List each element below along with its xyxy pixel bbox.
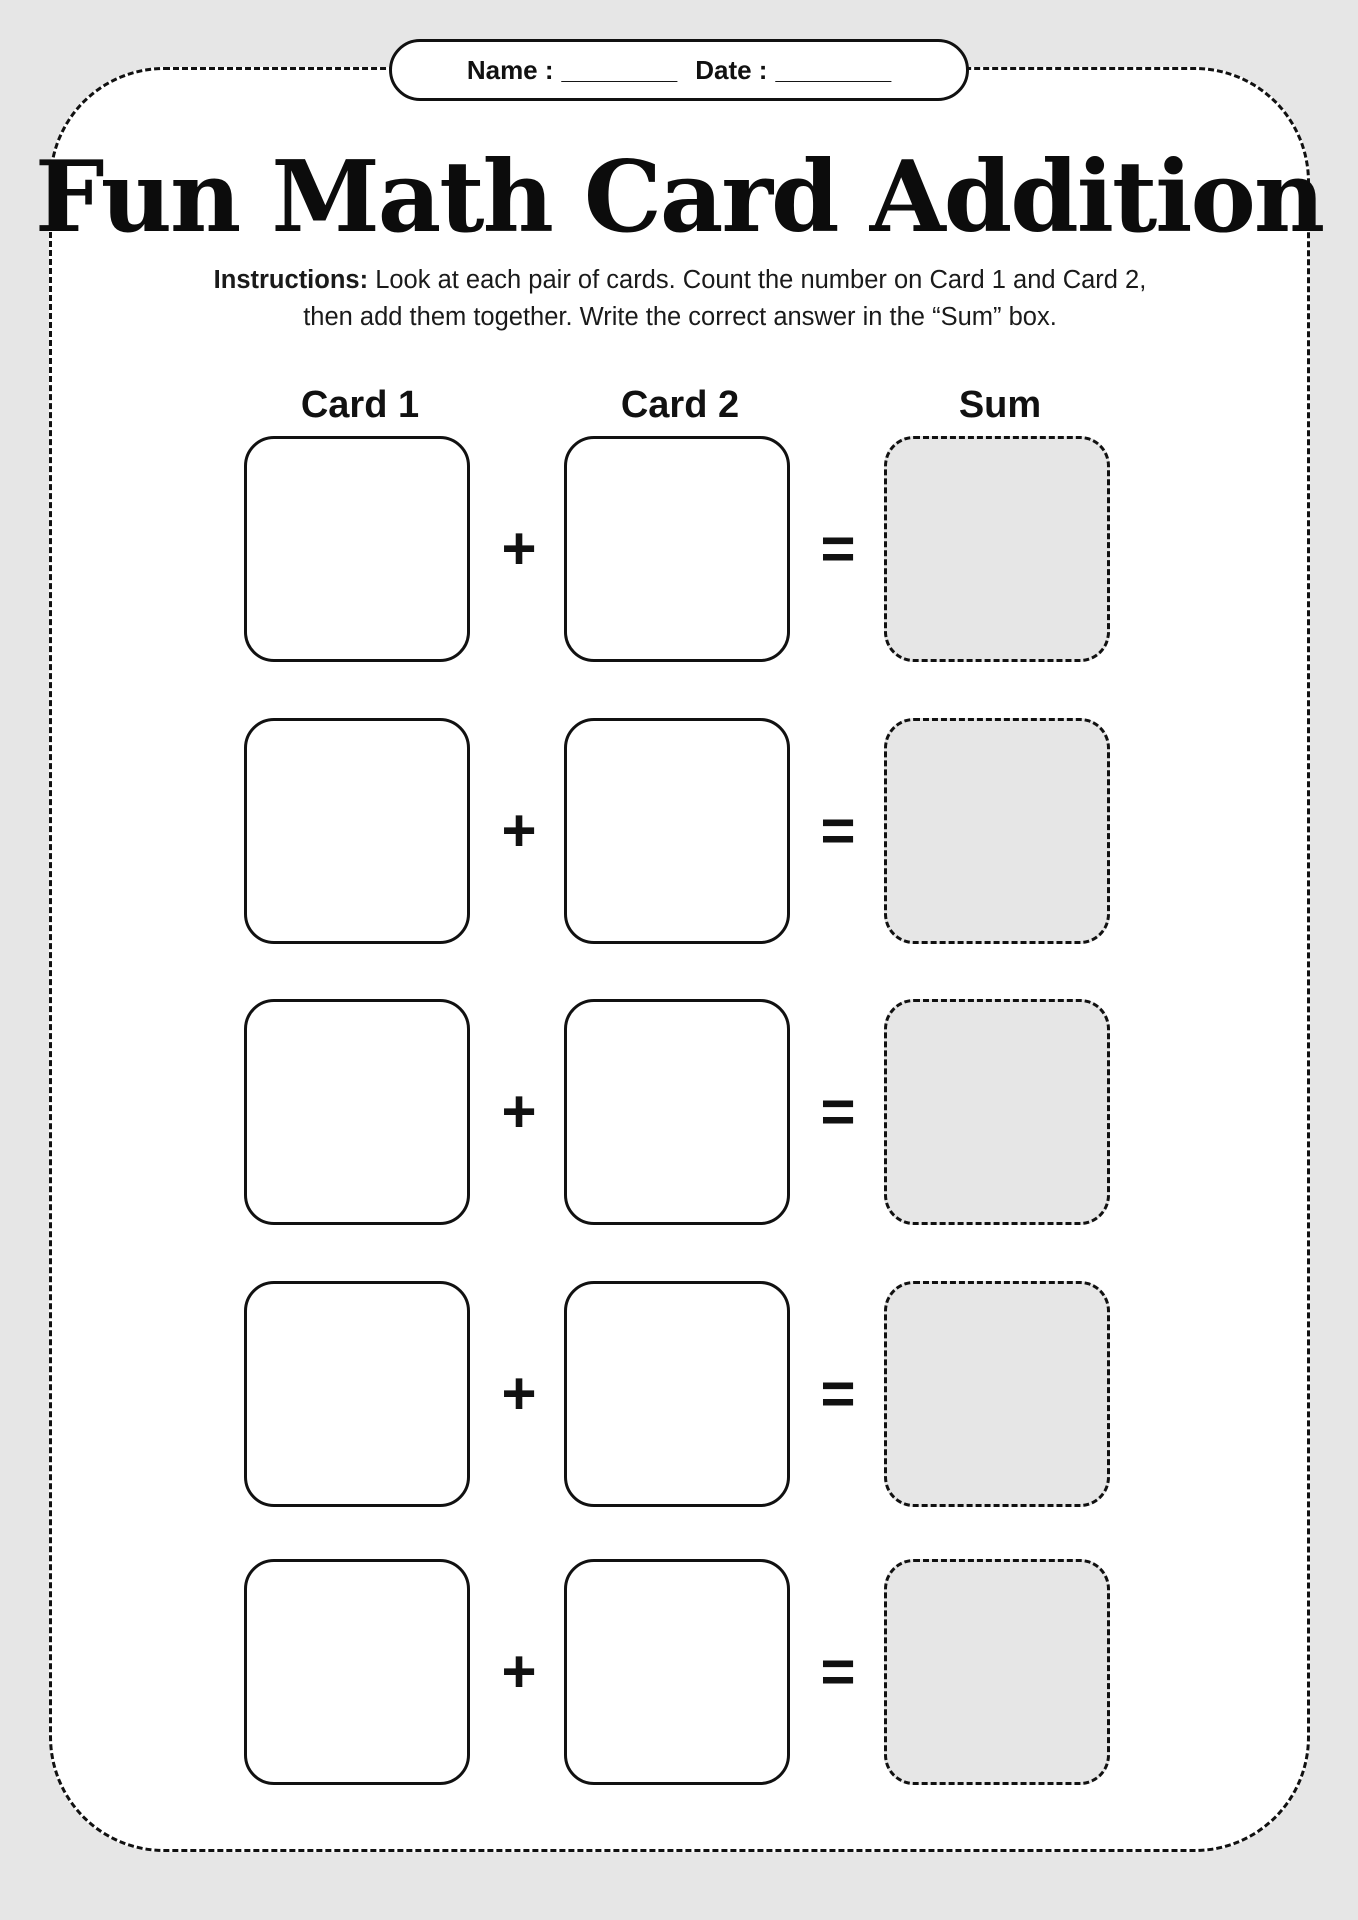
card-1-box bbox=[244, 718, 470, 944]
equals-sign: = bbox=[820, 1078, 856, 1145]
plus-sign: + bbox=[501, 797, 537, 864]
plus-sign: + bbox=[501, 1360, 537, 1427]
equals-sign: = bbox=[820, 797, 856, 864]
card-1-box bbox=[244, 999, 470, 1225]
card-1-box bbox=[244, 436, 470, 662]
card-2-box bbox=[564, 718, 790, 944]
equals-sign: = bbox=[820, 1360, 856, 1427]
card-2-box bbox=[564, 436, 790, 662]
date-field[interactable]: ________ bbox=[775, 54, 892, 85]
column-header-card-1: Card 1 bbox=[300, 384, 420, 426]
card-1-box bbox=[244, 1281, 470, 1507]
instructions bbox=[120, 262, 1240, 336]
page-title: Fun Math Card Addition bbox=[34, 140, 1324, 255]
card-2-box bbox=[564, 999, 790, 1225]
sum-answer-box[interactable] bbox=[884, 1281, 1110, 1507]
card-2-box bbox=[564, 1559, 790, 1785]
plus-sign: + bbox=[501, 1078, 537, 1145]
column-header-sum: Sum bbox=[958, 384, 1042, 426]
plus-sign: + bbox=[501, 1638, 537, 1705]
sum-answer-box[interactable] bbox=[884, 999, 1110, 1225]
name-label: Name : bbox=[466, 54, 554, 85]
card-1-box bbox=[244, 1559, 470, 1785]
date-label: Date : bbox=[695, 54, 768, 85]
name-field[interactable]: ________ bbox=[561, 54, 678, 85]
instructions-line-2: then add them together. Write the correct answer in the “Sum” box. bbox=[303, 303, 1057, 331]
sum-answer-box[interactable] bbox=[884, 718, 1110, 944]
sum-answer-box[interactable] bbox=[884, 1559, 1110, 1785]
sum-answer-box[interactable] bbox=[884, 436, 1110, 662]
instructions-lead: Instructions: bbox=[213, 266, 369, 294]
instructions-line-1: Look at each pair of cards. Count the number on Card 1 and Card 2, bbox=[375, 266, 1147, 294]
name-date-header bbox=[389, 39, 969, 101]
plus-sign: + bbox=[501, 515, 537, 582]
card-2-box bbox=[564, 1281, 790, 1507]
equals-sign: = bbox=[820, 1638, 856, 1705]
column-header-card-2: Card 2 bbox=[620, 384, 740, 426]
equals-sign: = bbox=[820, 515, 856, 582]
